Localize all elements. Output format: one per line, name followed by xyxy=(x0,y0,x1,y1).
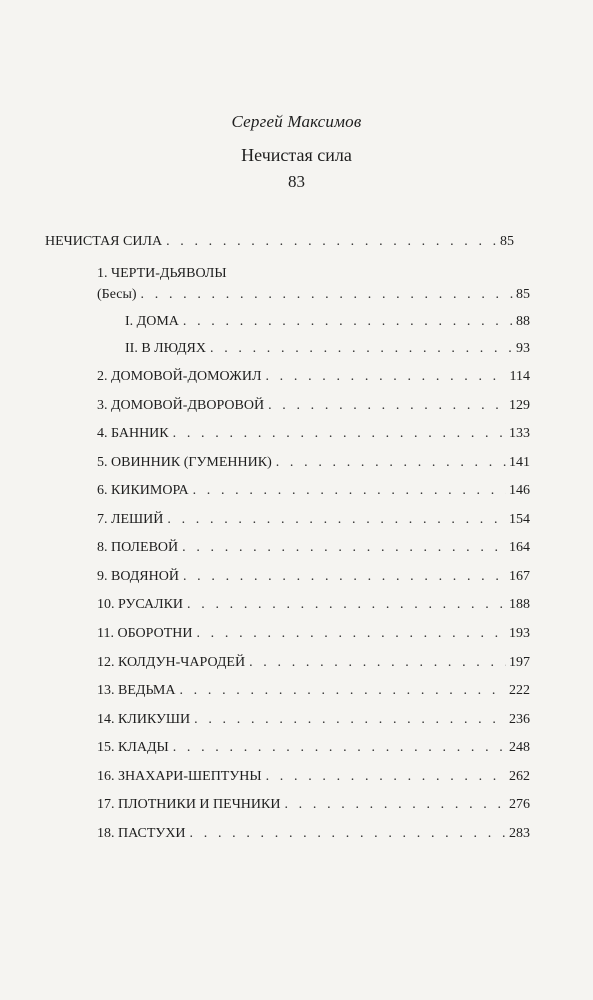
toc-entry xyxy=(125,341,530,357)
toc-entry-page: 154 xyxy=(509,512,530,527)
toc-entry-label: II. В ЛЮДЯХ xyxy=(125,341,206,356)
toc-leader-dots xyxy=(182,540,506,556)
toc-entry-label: 13. ВЕДЬМА xyxy=(97,683,176,698)
toc-entry xyxy=(97,626,530,642)
toc-entry-label: 11. ОБОРОТНИ xyxy=(97,626,193,641)
toc-entry-label: 5. ОВИННИК (ГУМЕННИК) xyxy=(97,455,272,470)
toc-entry-page: 248 xyxy=(509,740,530,755)
toc-entry-label: 6. КИКИМОРА xyxy=(97,483,189,498)
book-title: Нечистая сила xyxy=(241,145,352,165)
toc-entry-label: 17. ПЛОТНИКИ И ПЕЧНИКИ xyxy=(97,797,281,812)
toc-leader-dots xyxy=(210,341,513,357)
toc-leader-dots xyxy=(265,369,506,385)
toc-entry xyxy=(97,797,530,813)
toc-entry-label: НЕЧИСТАЯ СИЛА xyxy=(45,234,163,249)
toc-entry-page: 129 xyxy=(509,398,530,413)
toc-entry xyxy=(97,512,530,528)
toc-leader-dots xyxy=(266,769,506,785)
toc-entry-label: 14. КЛИКУШИ xyxy=(97,712,191,727)
toc-leader-dots xyxy=(183,314,513,330)
toc-entry xyxy=(97,826,530,842)
toc-entry xyxy=(97,569,530,585)
toc-entry xyxy=(125,314,530,330)
toc-entry xyxy=(97,683,530,699)
toc-entry-label: I. ДОМА xyxy=(125,314,179,329)
toc-entry-page: 222 xyxy=(509,683,530,698)
toc-entry-label: 2. ДОМОВОЙ-ДОМОЖИЛ xyxy=(97,369,262,384)
toc-entry-page: 164 xyxy=(509,540,530,555)
toc-leader-dots xyxy=(141,287,513,303)
toc-entry-page: 88 xyxy=(516,314,530,329)
toc-entry-label: 4. БАННИК xyxy=(97,426,169,441)
toc-entry-page: 85 xyxy=(516,287,530,302)
toc-entry-label: 15. КЛАДЫ xyxy=(97,740,169,755)
toc-entry xyxy=(97,287,530,303)
toc-entry-label: (Бесы) xyxy=(97,287,137,302)
toc-entry-page: 93 xyxy=(516,341,530,356)
toc-leader-dots xyxy=(284,797,506,813)
toc-entry-page: 283 xyxy=(509,826,530,841)
toc-entry xyxy=(97,769,530,785)
toc-section-title: 1. ЧЕРТИ-ДЬЯВОЛЫ xyxy=(97,266,227,281)
toc-entry-label: 18. ПАСТУХИ xyxy=(97,826,186,841)
toc-entry-page: 262 xyxy=(509,769,530,784)
author-name: Сергей Максимов xyxy=(231,112,362,131)
toc-entry xyxy=(97,540,530,556)
toc-leader-dots xyxy=(194,712,506,728)
toc-leader-dots xyxy=(249,655,506,671)
toc-entry xyxy=(97,712,530,728)
toc-leader-dots xyxy=(268,398,506,414)
toc-entry-page: 197 xyxy=(509,655,530,670)
toc-entry xyxy=(97,426,530,442)
toc-entry-page: 133 xyxy=(509,426,530,441)
toc-entry-page: 141 xyxy=(509,455,530,470)
toc-main-entry xyxy=(45,234,514,250)
toc-leader-dots xyxy=(196,626,506,642)
toc-entry-page: 85 xyxy=(500,234,514,249)
toc-entry xyxy=(97,655,530,671)
toc-entry xyxy=(97,455,530,471)
toc-leader-dots xyxy=(190,826,506,842)
toc-leader-dots xyxy=(187,597,506,613)
toc-entry-label: 16. ЗНАХАРИ-ШЕПТУНЫ xyxy=(97,769,262,784)
toc-entry-label: 7. ЛЕШИЙ xyxy=(97,512,164,527)
toc-entry xyxy=(97,597,530,613)
toc-leader-dots xyxy=(173,740,506,756)
section-page-number: 83 xyxy=(288,172,305,191)
toc-entry-page: 146 xyxy=(509,483,530,498)
toc-entry xyxy=(97,483,530,499)
toc-leader-dots xyxy=(179,683,506,699)
toc-leader-dots xyxy=(276,455,506,471)
toc-entry-page: 188 xyxy=(509,597,530,612)
toc-entry-page: 167 xyxy=(509,569,530,584)
toc-entry-page: 114 xyxy=(509,369,530,384)
toc-leader-dots xyxy=(183,569,506,585)
toc-entry-page: 276 xyxy=(509,797,530,812)
toc-entry xyxy=(97,398,530,414)
toc-entry-label: 8. ПОЛЕВОЙ xyxy=(97,540,179,555)
toc-leader-dots xyxy=(166,234,497,250)
toc-entry-label: 10. РУСАЛКИ xyxy=(97,597,184,612)
toc-entry-label: 3. ДОМОВОЙ-ДВОРОВОЙ xyxy=(97,398,265,413)
toc-entry xyxy=(97,740,530,756)
toc-leader-dots xyxy=(167,512,506,528)
toc-entry-label: 12. КОЛДУН-ЧАРОДЕЙ xyxy=(97,655,246,670)
toc-entry xyxy=(97,369,530,385)
toc-leader-dots xyxy=(173,426,506,442)
toc-entry-label: 9. ВОДЯНОЙ xyxy=(97,569,179,584)
toc-leader-dots xyxy=(193,483,506,499)
toc-entry-page: 193 xyxy=(509,626,530,641)
toc-entry-page: 236 xyxy=(509,712,530,727)
